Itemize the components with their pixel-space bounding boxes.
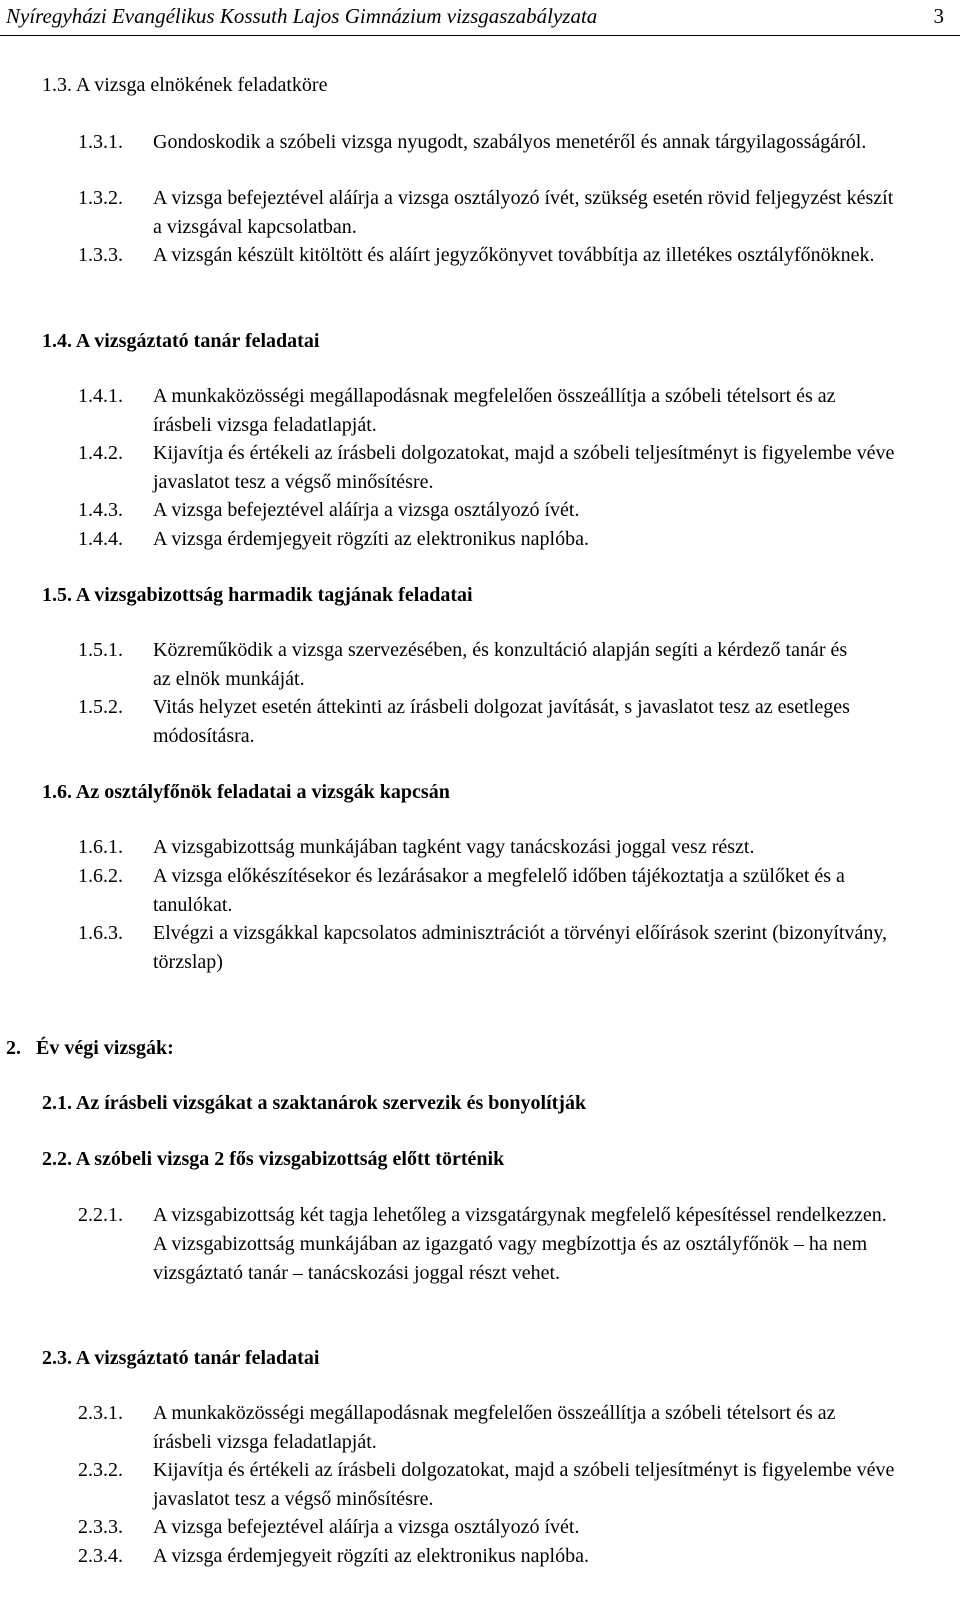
item-text: A vizsga érdemjegyeit rögzíti az elektronikus naplóba. — [153, 1545, 589, 1567]
page-header — [0, 0, 960, 40]
heading-text: A szóbeli vizsga 2 fős vizsgabizottság előtt történik — [75, 1148, 505, 1170]
item-text: A munkaközösségi megállapodásnak megfelelően összeállítja a szóbeli tételsort és az írásbeli vizsga feladatlapját. — [153, 1402, 836, 1453]
heading-text: A vizsgabizottság harmadik tagjának feladatai — [75, 584, 473, 606]
item-text: Közreműködik a vizsga szervezésében, és konzultáció alapján segíti a kérdező tanár és az elnök munkáját. — [153, 639, 848, 690]
heading-text: Év végi vizsgák: — [36, 1037, 174, 1059]
item-number: 1.3.2. — [78, 187, 123, 209]
item-number: 1.4.2. — [78, 442, 123, 464]
item-text: A vizsgabizottság két tagja lehetőleg a vizsgatárgynak megfelelő képesítéssel rendelkezzen. — [153, 1204, 887, 1226]
heading-number: 1.4. — [42, 330, 72, 352]
item-number: 1.6.2. — [78, 865, 123, 887]
item-number: 2.3.2. — [78, 1459, 123, 1481]
heading-number: 1.6. — [42, 781, 72, 803]
heading-text: Az osztályfőnök feladatai a vizsgák kapcsán — [75, 781, 450, 803]
item-number: 2.2.1. — [78, 1204, 123, 1226]
item-number: 1.4.3. — [78, 499, 123, 521]
document-title: Nyíregyházi Evangélikus Kossuth Lajos Gimnázium vizsgaszabályzata — [6, 4, 598, 28]
item-text: A vizsga befejeztével aláírja a vizsga osztályozó ívét, szükség esetén rövid feljegyzést készít a vizsgával kapcsolatban. — [153, 187, 894, 238]
heading-text: A vizsgáztató tanár feladatai — [75, 330, 320, 352]
item-number: 2.3.4. — [78, 1545, 123, 1567]
section-heading-1-3: 1.3. A vizsga elnökének feladatköre — [42, 74, 328, 96]
item-text: Gondoskodik a szóbeli vizsga nyugodt, szabályos menetéről és annak tárgyilagosságáról. — [153, 131, 867, 153]
item-text: Kijavítja és értékeli az írásbeli dolgozatokat, majd a szóbeli teljesítményt is figyelembe véve javaslatot tesz a végső minősítésre. — [153, 442, 895, 493]
item-text: Elvégzi a vizsgákkal kapcsolatos adminisztrációt a törvényi előírások szerint (bizonyítvány, törzslap) — [153, 922, 888, 973]
header-divider — [0, 35, 960, 36]
item-number: 1.3.3. — [78, 244, 123, 266]
section-heading-1-6 — [42, 778, 450, 807]
section-heading-2-2 — [42, 1145, 504, 1174]
heading-number: 2.1. — [42, 1092, 72, 1114]
item-text: Vitás helyzet esetén áttekinti az írásbeli dolgozat javítását, s javaslatot tesz az esetleges módosításra. — [153, 696, 850, 747]
item-number: 1.4.1. — [78, 385, 123, 407]
item-number: 1.4.4. — [78, 528, 123, 550]
item-text: A vizsga befejeztével aláírja a vizsga osztályozó ívét. — [153, 499, 580, 521]
section-heading-2-3 — [42, 1344, 319, 1373]
heading-number: 2.3. — [42, 1347, 72, 1369]
heading-text: A vizsgáztató tanár feladatai — [75, 1347, 320, 1369]
page-number: 3 — [933, 4, 944, 28]
item-text: A vizsga érdemjegyeit rögzíti az elektronikus naplóba. — [153, 528, 589, 550]
section-heading-2-1 — [42, 1089, 586, 1118]
item-number: 1.5.2. — [78, 696, 123, 718]
item-text-continued: A vizsgabizottság munkájában az igazgató vagy megbízottja és az osztályfőnök – ha nem vizsgáztató tanár – tanácskozási joggal részt vehet. — [153, 1233, 868, 1284]
item-number: 2.3.3. — [78, 1516, 123, 1538]
item-text: A vizsga előkészítésekor és lezárásakor a megfelelő időben tájékoztatja a szülőket és a tanulókat. — [153, 865, 845, 916]
item-number: 1.6.1. — [78, 836, 123, 858]
item-number: 1.3.1. — [78, 131, 123, 153]
item-text-block — [153, 1201, 913, 1288]
heading-text: Az írásbeli vizsgákat a szaktanárok szervezik és bonyolítják — [75, 1092, 587, 1114]
section-heading-1-4 — [42, 327, 319, 356]
section-heading-2 — [6, 1034, 174, 1063]
heading-number: 2.2. — [42, 1148, 72, 1170]
item-number: 1.5.1. — [78, 639, 123, 661]
item-text: Kijavítja és értékeli az írásbeli dolgozatokat, majd a szóbeli teljesítményt is figyelembe véve javaslatot tesz a végső minősítésre. — [153, 1459, 895, 1510]
heading-number: 2. — [6, 1037, 21, 1059]
section-heading-1-5 — [42, 581, 473, 610]
item-text: A munkaközösségi megállapodásnak megfelelően összeállítja a szóbeli tételsort és az írásbeli vizsga feladatlapját. — [153, 385, 836, 436]
item-text: A vizsgabizottság munkájában tagként vagy tanácskozási joggal vesz részt. — [153, 836, 755, 858]
item-number: 1.6.3. — [78, 922, 123, 944]
item-text: A vizsgán készült kitöltött és aláírt jegyzőkönyvet továbbítja az illetékes osztályfőnöknek. — [153, 244, 875, 266]
heading-number: 1.5. — [42, 584, 72, 606]
item-number: 2.3.1. — [78, 1402, 123, 1424]
item-text: A vizsga befejeztével aláírja a vizsga osztályozó ívét. — [153, 1516, 580, 1538]
